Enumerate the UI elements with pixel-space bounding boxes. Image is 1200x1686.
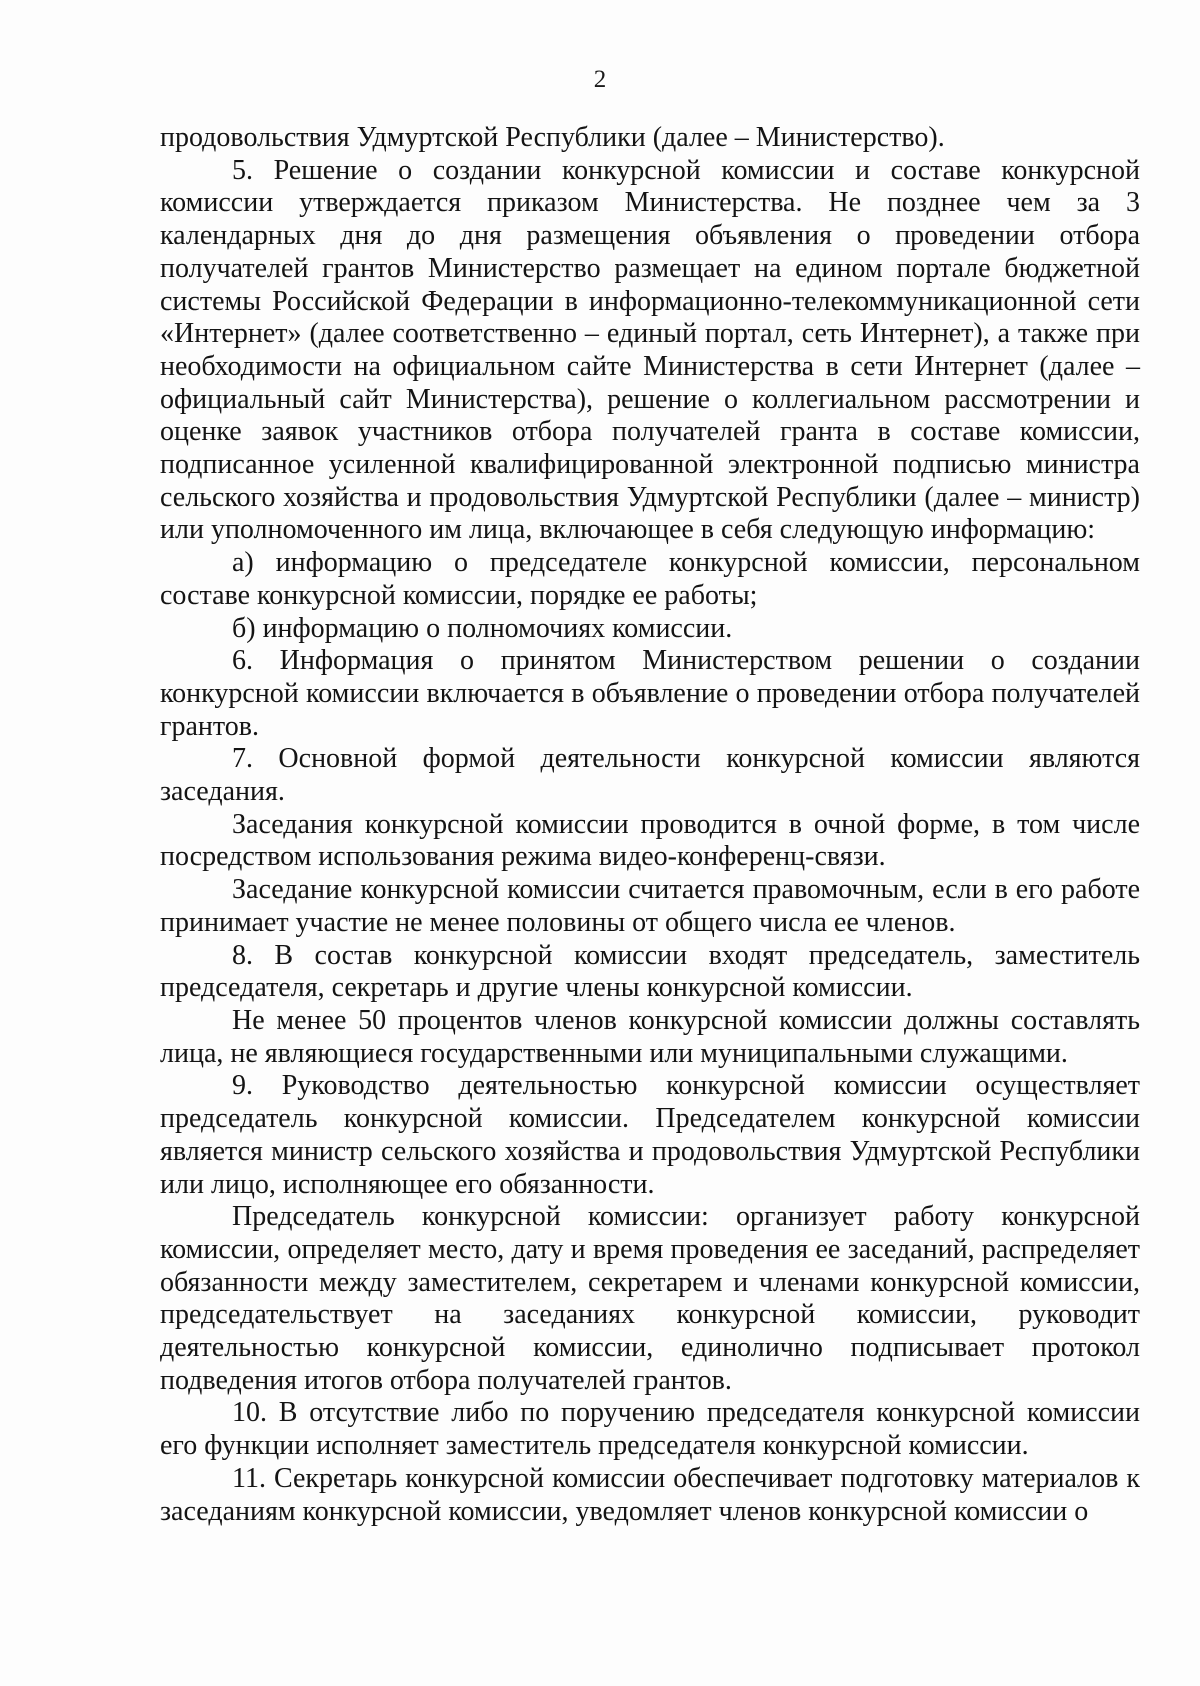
paragraph: Председатель конкурсной комиссии: организует работу конкурсной комиссии, определяет место, дату и время проведения ее заседаний, распределяет обязанности между заместителем, секретарем и членами конкурсной комиссии, председательствует на заседаниях конкурсной комиссии, руководит деятельностью конкурсной комиссии, единолично подписывает протокол подведения итогов отбора получателей грантов.: [160, 1201, 1140, 1396]
document-body: [160, 122, 1140, 1528]
paragraph: 10. В отсутствие либо по поручению председателя конкурсной комиссии его функции исполняет заместитель председателя конкурсной комиссии.: [160, 1397, 1140, 1462]
paragraph: Заседания конкурсной комиссии проводится в очной форме, в том числе посредством использования режима видео-конференц-связи.: [160, 808, 1140, 873]
paragraph: 6. Информация о принятом Министерством решении о создании конкурсной комиссии включается в объявление о проведении отбора получателей грантов.: [160, 645, 1140, 742]
paragraph: 9. Руководство деятельностью конкурсной комиссии осуществляет председатель конкурсной комиссии. Председателем конкурсной комиссии является министр сельского хозяйства и продовольствия Удмуртской Республики или лицо, исполняющее его обязанности.: [160, 1070, 1140, 1200]
paragraph: 11. Секретарь конкурсной комиссии обеспечивает подготовку материалов к заседаниям конкурсной комиссии, уведомляет членов конкурсной комиссии о: [160, 1462, 1140, 1527]
paragraph: 8. В состав конкурсной комиссии входят председатель, заместитель председателя, секретарь и другие члены конкурсной комиссии.: [160, 939, 1140, 1004]
paragraph: Заседание конкурсной комиссии считается правомочным, если в его работе принимает участие не менее половины от общего числа ее членов.: [160, 874, 1140, 938]
paragraph: б) информацию о полномочиях комиссии.: [232, 612, 733, 644]
paragraph: продовольствия Удмуртской Республики (далее – Министерство).: [160, 122, 945, 153]
paragraph: 5. Решение о создании конкурсной комиссии и составе конкурсной комиссии утверждается приказом Министерства. Не позднее чем за 3 календарных дня до дня размещения объявления о проведении отбора получателей грантов Министерство размещает на едином портале бюджетной системы Российской Федерации в информационно-телекоммуникационной сети «Интернет» (далее соответственно – единый портал, сеть Интернет), а также при необходимости на официальном сайте Министерства в сети Интернет (далее – официальный сайт Министерства), решение о коллегиальном рассмотрении и оценке заявок участников отбора получателей гранта в составе комиссии, подписанное усиленной квалифицированной электронной подписью министра сельского хозяйства и продовольствия Удмуртской Республики (далее – министр) или уполномоченного им лица, включающее в себя следующую информацию:: [160, 154, 1140, 546]
paragraph: а) информацию о председателе конкурсной комиссии, персональном составе конкурсной комиссии, порядке ее работы;: [160, 547, 1140, 611]
page-number: 2: [593, 66, 607, 93]
paragraph: 7. Основной формой деятельности конкурсной комиссии являются заседания.: [160, 743, 1140, 808]
paragraph: Не менее 50 процентов членов конкурсной комиссии должны составлять лица, не являющиеся государственными или муниципальными служащими.: [160, 1004, 1140, 1069]
